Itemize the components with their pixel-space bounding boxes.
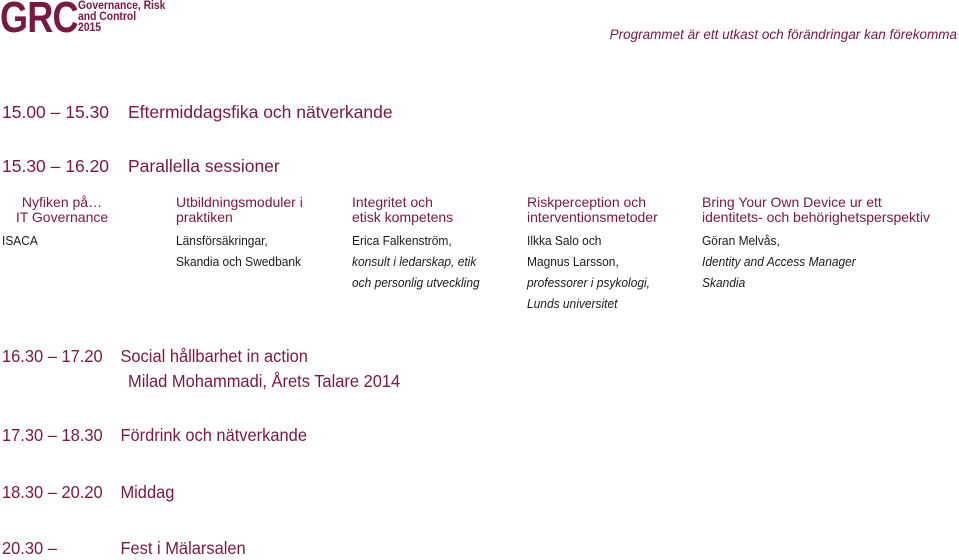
schedule-title: Fest i Mälarsalen	[120, 538, 246, 558]
logo-line-1: Governance, Risk	[78, 0, 166, 12]
speaker-name: Ilkka Salo och	[527, 233, 602, 248]
schedule-row	[2, 482, 566, 504]
schedule-title: Middag	[120, 482, 175, 502]
logo-subtitle	[78, 1, 165, 34]
speaker-line: ISACA	[2, 233, 38, 248]
disclaimer: Programmet är ett utkast och förändringar kan förekomma	[609, 27, 957, 42]
schedule-title: Fördrink och nätverkande	[120, 425, 307, 445]
logo-line-2: and Control	[78, 11, 137, 23]
track-title-line: etisk kompetens	[352, 209, 454, 225]
track-title	[352, 195, 453, 225]
track-title-line: praktiken	[176, 209, 233, 225]
logo-line-3: 2015	[78, 22, 102, 34]
schedule-time: 20.30 –	[2, 538, 57, 558]
logo-mark: GRC	[0, 0, 78, 42]
speaker-role: Skandia	[702, 275, 746, 290]
track-title-line: Nyfiken på…	[21, 194, 103, 210]
speaker-role: och personlig utveckling	[352, 275, 480, 290]
speaker-name: Erica Falkenström,	[352, 233, 452, 248]
track-title-line: IT Governance	[15, 209, 109, 225]
speaker-name: Göran Melvås,	[702, 233, 780, 248]
schedule-title: Parallella sessioner	[128, 156, 280, 176]
schedule-time: 18.30 – 20.20	[2, 482, 103, 502]
speaker-line: Länsförsäkringar,	[176, 233, 268, 248]
speaker-role: Lunds universitet	[527, 296, 618, 311]
track-title-line: Utbildningsmoduler i	[176, 194, 303, 210]
track-title-line: Bring Your Own Device ur ett	[702, 194, 882, 210]
track-title	[527, 195, 658, 225]
speaker-role: professorer i psykologi,	[527, 275, 650, 290]
speaker-role: Identity and Access Manager	[702, 254, 856, 269]
schedule-row	[2, 102, 602, 124]
schedule-title: Eftermiddagsfika och nätverkande	[128, 102, 393, 122]
schedule-time: 16.30 – 17.20	[2, 346, 103, 366]
speaker-name: Magnus Larsson,	[527, 254, 619, 269]
track-title-line: interventionsmetoder	[527, 209, 658, 225]
speaker-role: konsult i ledarskap, etik	[352, 254, 477, 269]
schedule-time: 15.00 – 15.30	[2, 102, 110, 122]
speaker-line: Skandia och Swedbank	[176, 254, 302, 269]
track-title-line: identitets- och behörighetsperspektiv	[702, 209, 931, 225]
track-title-line: Integritet och	[352, 194, 433, 210]
schedule-row	[2, 538, 566, 560]
track-title	[0, 195, 124, 225]
schedule-time: 15.30 – 16.20	[2, 156, 110, 176]
schedule-subtitle: Milad Mohammadi, Årets Talare 2014	[128, 371, 401, 391]
schedule-row	[2, 156, 602, 178]
schedule-row	[2, 425, 566, 447]
schedule-time: 17.30 – 18.30	[2, 425, 103, 445]
track-title-line: Riskperception och	[527, 194, 647, 210]
schedule-row	[2, 346, 566, 368]
track-title	[176, 194, 303, 225]
track-title	[702, 195, 930, 225]
schedule-title: Social hållbarhet in action	[120, 346, 308, 366]
